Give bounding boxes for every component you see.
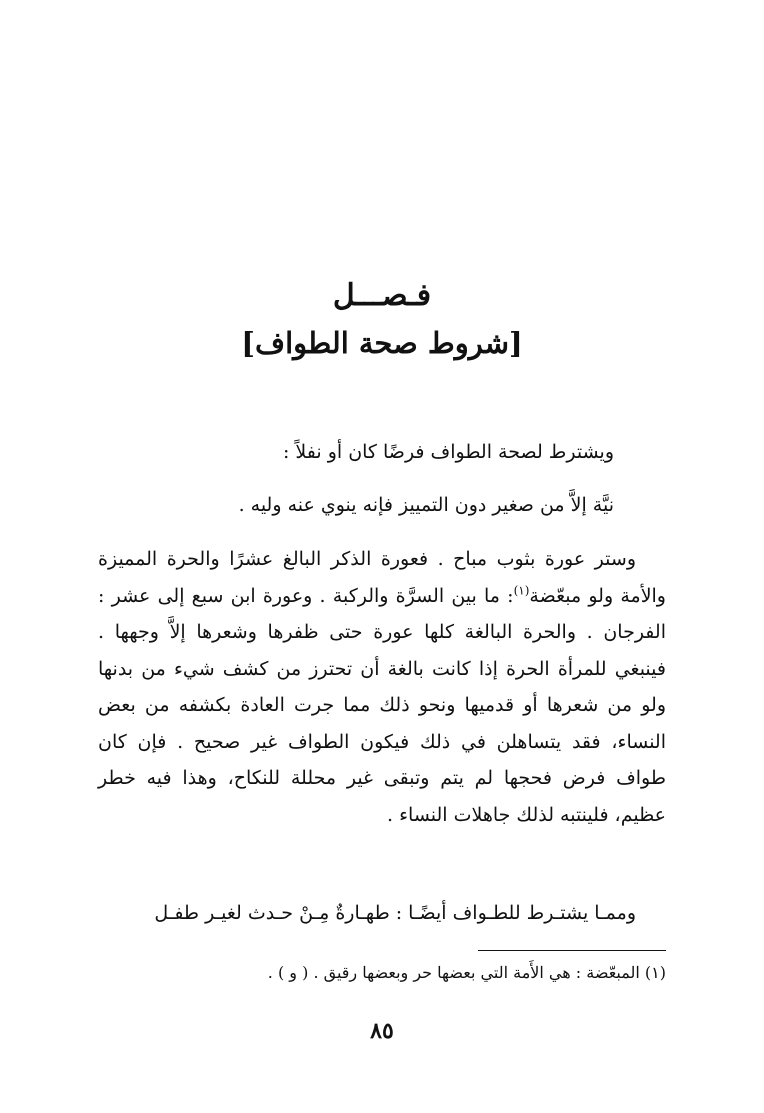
paragraph-3 <box>98 541 666 833</box>
paragraph-4: وممـا يشتـرط للطـواف أيضًـا : طهـارةٌ مِـنْ حـدث لغيـر طفـل <box>154 902 636 924</box>
paragraph-3-part-b: : ما بين السرَّة والركبة . وعورة ابن سبع إلى عشر : الفرجان . والحرة البالغة كلها عورة حتى ظفرها وشعرها إلاَّ وجهها . فينبغي للمرأة الحرة إذا كانت بالغة أن تحترز من كشف شيء من بدنها ولو من شعرها أو قدميها ونحو ذلك مما جرت العادة بكشفه من بعض النساء، فقد يتساهلن في ذلك فيكون الطواف غير صحيح . فإن كان طواف فرض فحجها لم يتم وتبقى غير محللة للنكاح، وهذا فيه خطر عظيم، فلينتبه لذلك جاهلات النساء . <box>98 584 666 826</box>
page-number: ٨٥ <box>370 1018 394 1044</box>
paragraph-2: نيَّة إلاَّ من صغير دون التمييز فإنه ينوي عنه وليه . <box>238 494 614 516</box>
footnote: (١) المبعّضة : هي الأَمة التي بعضها حر وبعضها رقيق . ( و ) . <box>267 963 666 982</box>
section-label: فـصـــل <box>332 278 432 313</box>
paragraph-3-part-a: وستر عورة بثوب مباح . فعورة الذكر البالغ عشرًا والحرة المميزة والأمة ولو مبعّضة <box>98 548 666 607</box>
footnote-reference: (١) <box>513 583 530 598</box>
paragraph-1: ويشترط لصحة الطواف فرضًا كان أو نفلاً : <box>282 441 614 463</box>
footnote-divider <box>478 950 666 951</box>
section-title: [شروط صحة الطواف] <box>241 326 523 360</box>
